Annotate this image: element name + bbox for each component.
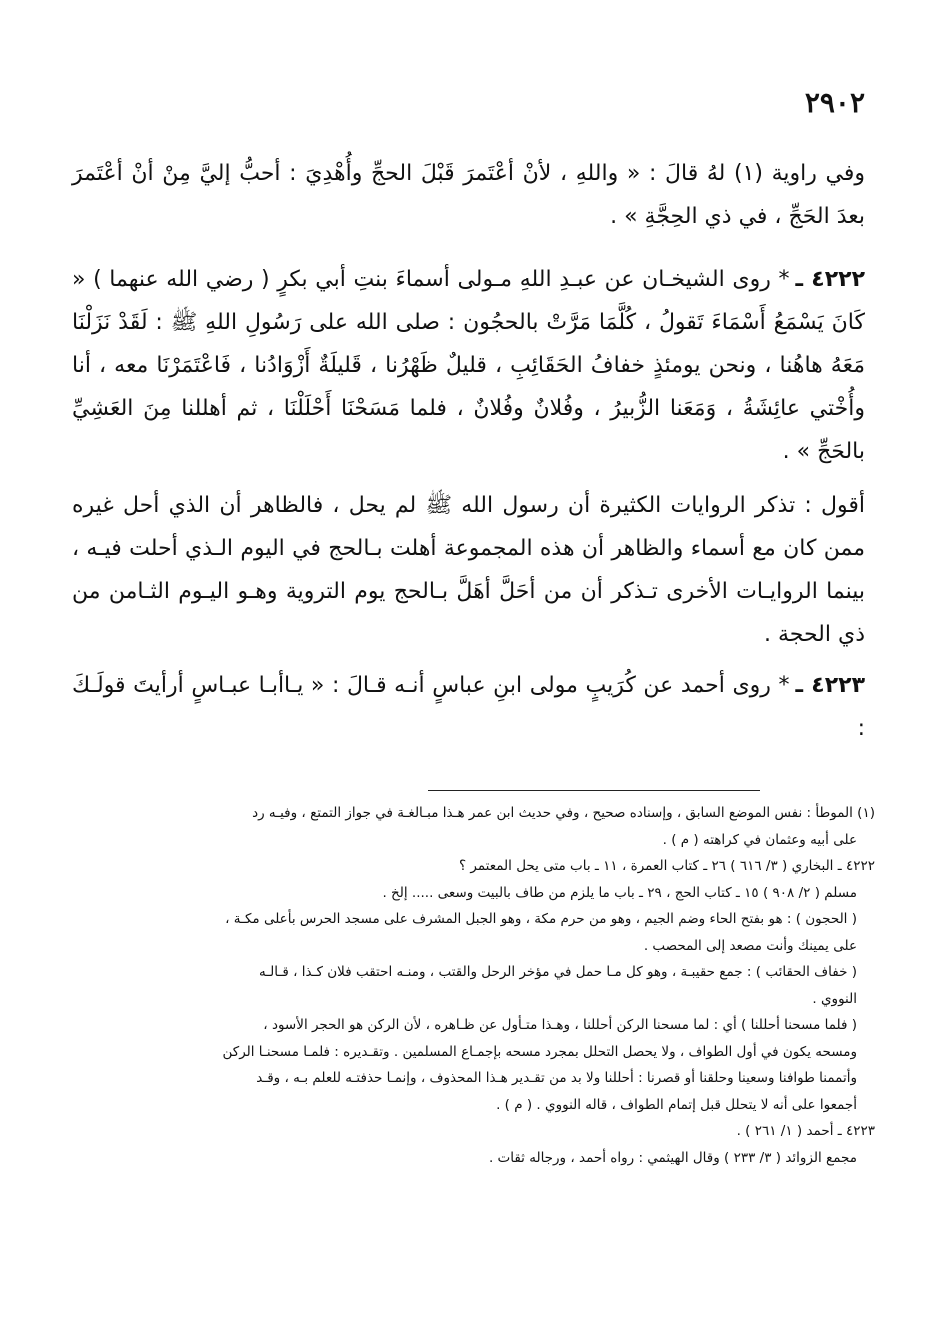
paragraph-aqool [72, 484, 865, 656]
footnote-divider [428, 790, 760, 791]
footnote-line: ( الحجون ) : هو بفتح الحاء وضم الجيم ، وهو من حرم مكة ، وهو الجبل المشرف على مسجد الحرس بأعلى مكـة ، [225, 911, 857, 927]
hadith-4223 [72, 664, 865, 750]
footnote-line: ( فلما مسحنا أحللنا ) أي : لما مسحنا الركن أحللنا ، وهـذا متـأول عن ظـاهره ، لأن الركن هو الحجر الأسود ، [263, 1017, 857, 1033]
footnote-line: ومسحه يكون في أول الطواف ، ولا يحصل التحلل بمجرد مسحه بإجمـاع المسلمين . وتقـديره : فلمـا مسحنـا الركن [222, 1043, 857, 1060]
footnote-line: على أبيه وعثمان في كراهته ( م ) . [662, 831, 857, 848]
footnote-line: ( خفاف الحقائب ) : جمع حقيبـة ، وهو كل مـا حمل في مؤخر الرحل والقتب ، ومنـه احتقب فلان كـذا ، قـالـه [258, 964, 857, 980]
hadith-text: * روى الشيخـان عن عبـدِ اللهِ مـولى أسماءَ بنتِ أبي بكرٍ ( رضي الله عنهما ) « كَانَ يَسْمَعُ أَسْمَاءَ تَقولُ ، كُلَّمَا مَرَّتْ بالحجُون : صلى الله على رَسُولِ اللهِ ﷺ : لَقَدْ نَزَلْنَا مَعَهُ هاهُنا ، ونحن يومئذٍ خفافُ الحَقَائِبِ ، قليلٌ ظَهْرُنا ، قَليلَةٌ أَزْوَادُنا ، فَاعْتَمَرْنَا معه ، أنا وأُخْتي عائِشَةُ ، وَمَعَنا الزُّبيرُ ، وفُلانٌ وفُلانٌ ، فلما مَسَحْنَا أَحْلَلْنَا ، ثم أهللنا مِنَ العَشِيِّ بالحَجِّ » . [72, 267, 865, 464]
hadith-4222 [72, 258, 865, 473]
paragraph-text: أقول : تذكر الروايات الكثيرة أن رسول الله ﷺ لم يحل ، فالظاهر أن الذي أحل غيره ممن كان مع أسماء والظاهر أن هذه المجموعة أهلت بـالحج في اليوم الـذي أحلت فيـه ، بينما الروايـات الأخرى تـذكر أن من أحَلَّ أهَلَّ بـالحج يوم التروية وهـو اليـوم الثـامن من ذي الحجة . [72, 493, 865, 647]
footnote-line: ٤٢٢٢ ـ البخاري ( ٣/ ٦١٦ ) ٢٦ ـ كتاب العمرة ، ١١ ـ باب متى يحل المعتمر ؟ [458, 858, 875, 874]
footnotes-section [68, 800, 875, 1171]
footnote-line: النووي . [812, 990, 857, 1007]
footnote-line: وأتممنا طوافنا وسعينا وحلقنا أو قصرنا : أحللنا ولا بد من تقـدير هـذا المحذوف ، وإنمـا حذفتـه للعلم بـه ، وقـد [256, 1070, 857, 1086]
paragraph-riwaya [72, 152, 865, 238]
hadith-number: ٤٢٢٢ ـ [795, 267, 865, 292]
page-number: ٢٩٠٢ [804, 86, 865, 119]
footnote-line: ٤٢٢٣ ـ أحمد ( ١/ ٢٦١ ) . [736, 1123, 875, 1139]
footnote-line: أجمعوا على أنه لا يتحلل قبل إتمام الطواف ، قاله النووي . ( م ) . [496, 1096, 857, 1113]
footnote-line: (١) الموطأ : نفس الموضع السابق ، وإسناده صحيح ، وفي حديث ابن عمر هـذا مبـالغـة في جواز التمتع ، وفيـه رد [252, 805, 875, 821]
footnote-line: على يمينك وأنت مصعد إلى المحصب . [643, 937, 857, 954]
footnote-line: مجمع الزوائد ( ٣/ ٢٣٣ ) وقال الهيثمي : رواه أحمد ، ورجاله ثقات . [488, 1149, 857, 1166]
footnote-line: مسلم ( ٢/ ٩٠٨ ) ١٥ ـ كتاب الحج ، ٢٩ ـ باب ما يلزم من طاف بالبيت وسعى ..... إلخ . [382, 884, 857, 901]
hadith-text: * روى أحمد عن كُرَيبٍ مولى ابنِ عباسٍ أنـه قـالَ : « يـاأبـا عبـاسٍ أرأيتَ قولَـكَ : [72, 673, 865, 741]
paragraph-text: وفي راوية (١) لهُ قالَ : « واللهِ ، لأنْ أعْتَمرَ قَبْلَ الحجِّ وأُهْدِيَ : أحبُّ إليَّ مِنْ أنْ أعْتَمرَ بعدَ الحَجِّ ، في ذي الحِجَّةِ » . [72, 161, 865, 229]
hadith-number: ٤٢٢٣ ـ [795, 673, 865, 698]
